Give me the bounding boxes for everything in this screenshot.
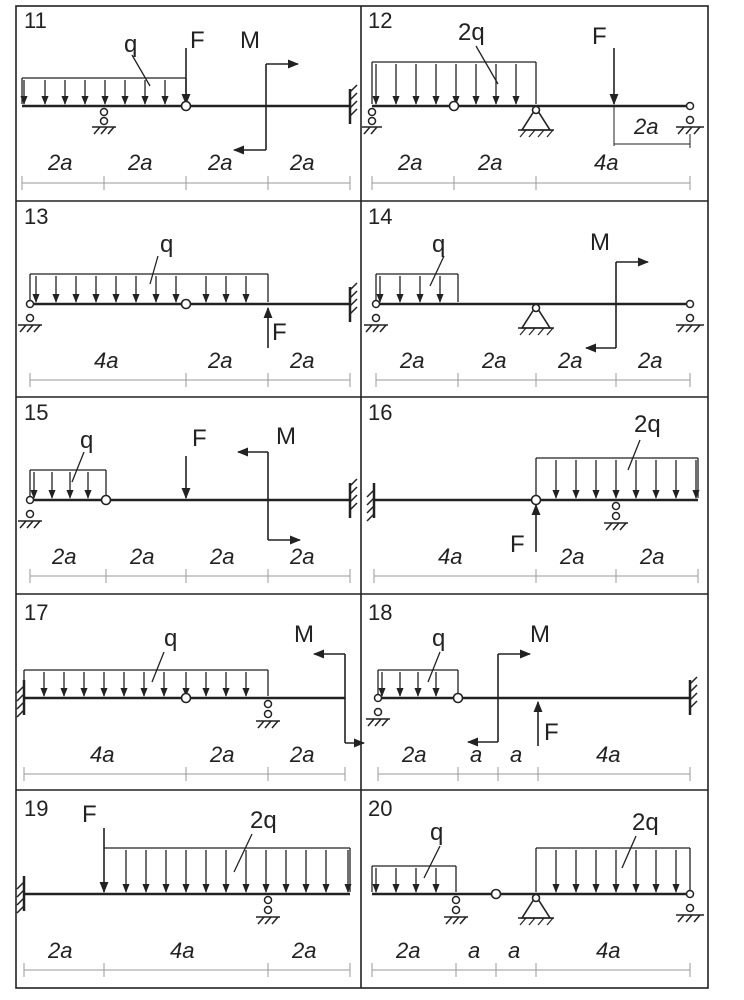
load-label-f: F xyxy=(592,23,607,50)
hinge xyxy=(454,694,463,703)
fixed-support-right xyxy=(350,283,357,322)
hinge xyxy=(182,300,191,309)
panel-15 xyxy=(18,400,357,583)
panel-number: 18 xyxy=(368,600,393,625)
load-label-q: q xyxy=(160,231,174,258)
panel-number: 20 xyxy=(368,796,393,821)
load-label-2q: 2q xyxy=(632,809,659,836)
panel-17 xyxy=(17,600,364,781)
hinge xyxy=(102,496,111,505)
panel-number: 16 xyxy=(368,400,393,425)
distributed-load-right xyxy=(536,836,690,892)
span-label: 2a xyxy=(398,150,423,175)
load-label-q: q xyxy=(80,427,94,454)
span-label: 4a xyxy=(170,938,195,963)
span-label: 2a xyxy=(634,114,659,139)
fixed-support-left xyxy=(17,680,24,717)
distributed-load xyxy=(376,256,458,302)
panel-16 xyxy=(367,400,698,583)
hinge xyxy=(450,102,459,111)
dimension-line xyxy=(24,767,345,781)
distributed-load xyxy=(104,834,350,892)
span-label: 2a xyxy=(210,544,235,569)
span-label: a xyxy=(468,938,481,963)
panel-18 xyxy=(366,600,697,781)
load-label-f: F xyxy=(272,319,287,346)
panel-number: 15 xyxy=(24,400,49,425)
distributed-load xyxy=(372,46,536,104)
load-label-2q: 2q xyxy=(250,807,277,834)
panel-19 xyxy=(17,796,350,977)
span-label: 2a xyxy=(128,150,153,175)
roller-support xyxy=(604,503,628,531)
dimension-line xyxy=(372,176,690,190)
span-label: 4a xyxy=(90,742,115,767)
span-label: 4a xyxy=(94,348,119,373)
panel-20 xyxy=(368,796,704,977)
span-label: 2a xyxy=(290,742,315,767)
load-label-m: M xyxy=(530,621,550,648)
pin-support xyxy=(518,895,554,926)
fixed-support-right xyxy=(350,85,357,124)
dimension-line xyxy=(30,569,350,583)
load-label-f: F xyxy=(82,801,97,828)
dimension-line xyxy=(24,963,350,977)
distributed-load xyxy=(24,652,268,696)
dimension-line xyxy=(376,373,690,387)
load-label-f: F xyxy=(544,719,559,746)
span-label: 2a xyxy=(400,348,425,373)
span-label: 2a xyxy=(208,348,233,373)
distributed-load xyxy=(536,440,698,498)
moment-couple xyxy=(238,452,300,540)
span-label: 4a xyxy=(596,938,621,963)
panel-12 xyxy=(362,8,704,190)
span-label: 2a xyxy=(48,938,73,963)
fixed-support-right xyxy=(690,677,697,715)
fixed-support-left xyxy=(367,483,374,521)
hinge xyxy=(492,890,501,899)
load-label-q: q xyxy=(432,231,446,258)
dimension-line xyxy=(22,176,350,190)
roller-support xyxy=(256,897,280,925)
span-label: 2a xyxy=(290,348,315,373)
span-label: 2a xyxy=(482,348,507,373)
dimension-line xyxy=(372,963,690,977)
span-label: 2a xyxy=(290,544,315,569)
fixed-support-right xyxy=(350,479,357,518)
load-label-m: M xyxy=(276,423,296,450)
load-label-f: F xyxy=(192,425,207,452)
span-label: 2a xyxy=(210,742,235,767)
load-label-2q: 2q xyxy=(634,411,661,438)
hinge xyxy=(532,496,541,505)
fixed-support-left xyxy=(17,876,24,913)
load-label-f: F xyxy=(190,27,205,54)
dimension-line xyxy=(378,767,690,781)
load-label-f: F xyxy=(510,531,525,558)
span-label: 2a xyxy=(208,150,233,175)
load-label-q: q xyxy=(164,625,178,652)
span-label: 2a xyxy=(130,544,155,569)
pin-support xyxy=(518,107,554,138)
distributed-load xyxy=(378,652,458,696)
panel-14 xyxy=(364,204,704,387)
span-label: 2a xyxy=(292,938,317,963)
panel-13 xyxy=(18,204,357,387)
span-label: a xyxy=(470,742,483,767)
load-label-q: q xyxy=(430,819,444,846)
pin-support xyxy=(518,305,554,336)
load-label-q: q xyxy=(432,625,446,652)
span-label: 4a xyxy=(594,150,619,175)
distributed-load xyxy=(22,55,186,104)
load-label-2q: 2q xyxy=(458,19,485,46)
panel-number: 14 xyxy=(368,204,393,229)
hinge xyxy=(182,102,191,111)
panel-number: 12 xyxy=(368,8,393,33)
span-label: 4a xyxy=(596,742,621,767)
span-label: 2a xyxy=(560,544,585,569)
distributed-load-left xyxy=(372,846,456,892)
span-label: 2a xyxy=(396,938,421,963)
span-label: a xyxy=(508,938,521,963)
roller-support-left xyxy=(362,109,382,135)
distributed-load xyxy=(30,452,106,498)
span-label: 2a xyxy=(402,742,427,767)
load-label-m: M xyxy=(294,621,314,648)
span-label: 2a xyxy=(638,348,663,373)
dimension-line xyxy=(30,373,350,387)
panel-number: 11 xyxy=(24,8,47,33)
load-label-m: M xyxy=(240,27,260,54)
span-label: 4a xyxy=(438,544,463,569)
panel-11 xyxy=(22,8,357,190)
span-label: 2a xyxy=(640,544,665,569)
span-label: 2a xyxy=(52,544,77,569)
span-label: 2a xyxy=(290,150,315,175)
roller-support xyxy=(256,701,280,729)
span-label: 2a xyxy=(558,348,583,373)
roller-support-left xyxy=(444,897,468,925)
hinge xyxy=(182,694,191,703)
panel-number: 17 xyxy=(24,600,49,625)
span-label: 2a xyxy=(48,150,73,175)
span-label: a xyxy=(510,742,523,767)
span-label: 2a xyxy=(478,150,503,175)
panel-number: 13 xyxy=(24,204,49,229)
roller-support xyxy=(92,109,116,135)
dimension-line xyxy=(374,569,698,583)
load-label-m: M xyxy=(590,229,610,256)
load-label-q: q xyxy=(124,31,138,58)
distributed-load xyxy=(30,256,268,302)
panel-number: 19 xyxy=(24,796,49,821)
